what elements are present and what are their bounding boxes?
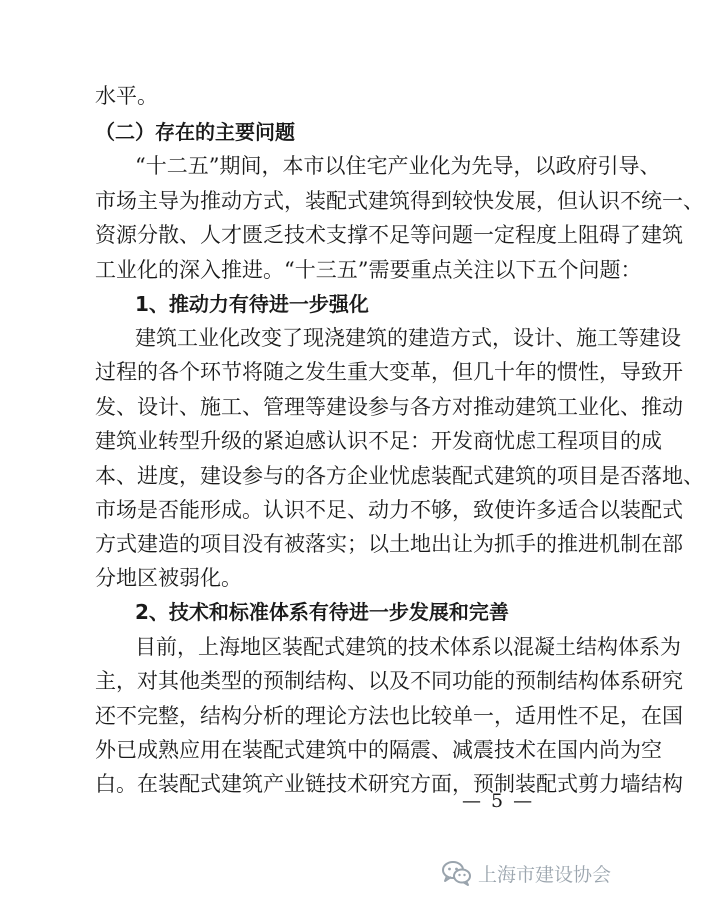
paragraph-line: 过程的各个环节将随之发生重大变革，但几十年的惯性，导致开 <box>95 360 683 384</box>
paragraph-line: 还不完整，结构分析的理论方法也比较单一，适用性不足，在国 <box>95 704 683 728</box>
paragraph-line: 资源分散、人才匮乏技术支撑不足等问题一定程度上阻碍了建筑 <box>95 223 683 247</box>
wechat-icon <box>442 860 472 886</box>
subsection-heading: 2、技术和标准体系有待进一步发展和完善 <box>135 600 509 624</box>
watermark <box>442 858 611 888</box>
text-line: 水平。 <box>95 84 158 108</box>
paragraph-line: “十二五”期间，本市以住宅产业化为先导，以政府引导、 <box>135 154 661 178</box>
paragraph-line: 市场主导为推动方式，装配式建筑得到较快发展，但认识不统一、 <box>95 189 704 213</box>
paragraph-line: 白。在装配式建筑产业链技术研究方面，预制装配式剪力墙结构 <box>95 772 683 796</box>
paragraph-line: 市场是否能形成。认识不足、动力不够，致使许多适合以装配式 <box>95 498 683 522</box>
paragraph-line: 方式建造的项目没有被落实；以土地出让为抓手的推进机制在部 <box>95 532 683 556</box>
paragraph-line: 目前，上海地区装配式建筑的技术体系以混凝土结构体系为 <box>135 635 681 659</box>
section-heading: （二）存在的主要问题 <box>95 120 295 144</box>
subsection-heading: 1、推动力有待进一步强化 <box>135 292 369 316</box>
paragraph-line: 建筑业转型升级的紧迫感认识不足：开发商忧虑工程项目的成 <box>95 429 662 453</box>
paragraph-line: 外已成熟应用在装配式建筑中的隔震、减震技术在国内尚为空 <box>95 738 662 762</box>
paragraph-line: 分地区被弱化。 <box>95 566 242 590</box>
paragraph-line: 主，对其他类型的预制结构、以及不同功能的预制结构体系研究 <box>95 669 683 693</box>
paragraph-line: 发、设计、施工、管理等建设参与各方对推动建筑工业化、推动 <box>95 395 683 419</box>
paragraph-line: 本、进度，建设参与的各方企业忧虑装配式建筑的项目是否落地、 <box>95 464 704 488</box>
page-number: — 5 — <box>462 790 535 812</box>
paragraph-line: 建筑工业化改变了现浇建筑的建造方式，设计、施工等建设 <box>135 326 681 350</box>
watermark-text: 上海市建设协会 <box>478 863 612 886</box>
paragraph-line: 工业化的深入推进。“十三五”需要重点关注以下五个问题： <box>95 258 642 282</box>
